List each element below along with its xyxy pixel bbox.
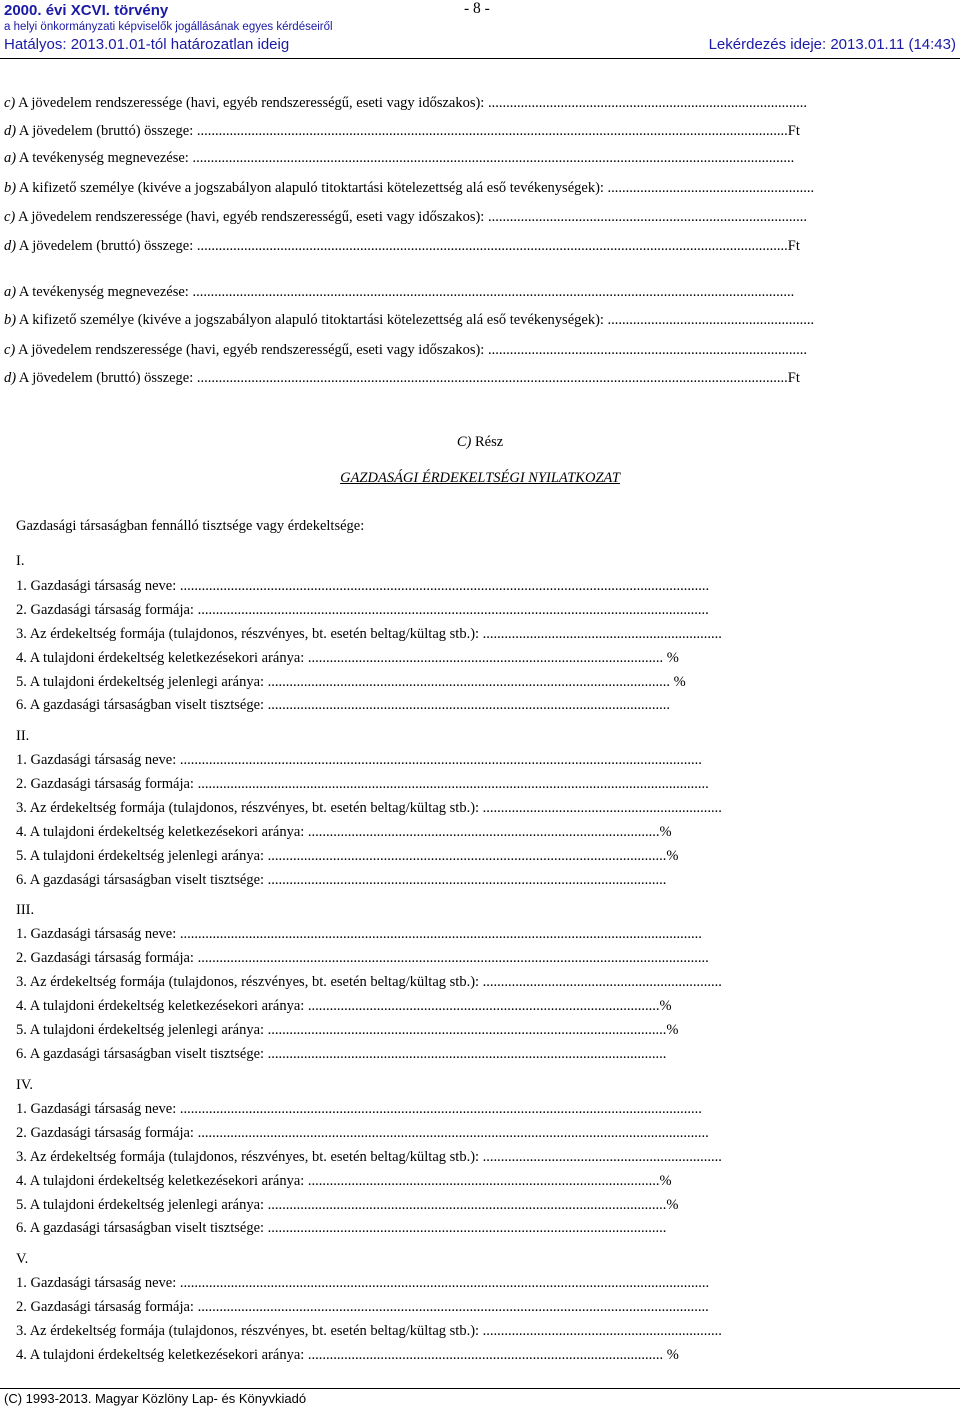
section-4-item-1: 1. Gazdasági társaság neve: ................................................................................................................................................ <box>16 1101 702 1117</box>
section-5-item-3: 3. Az érdekeltség formája (tulajdonos, részvényes, bt. esetén beltag/kültag stb.): .................................................................. <box>16 1323 722 1339</box>
section-4-item-6: 6. A gazdasági társaságban viselt tisztsége: .............................................................................................................. <box>16 1220 667 1236</box>
line-3-a: a) A tevékenység megnevezése: ...................................................................................................................................................................... <box>4 284 795 300</box>
part-c-heading: C) Rész <box>456 434 504 450</box>
line-top-d: d) A jövedelem (bruttó) összege: ...................................................................................................................................................................Ft <box>4 123 800 139</box>
section-roman-2: II. <box>16 728 30 744</box>
section-1-item-2: 2. Gazdasági társaság formája: ............................................................................................................................................. <box>16 602 709 618</box>
section-3-item-4: 4. A tulajdoni érdekeltség keletkezésekori aránya: .................................................................................................% <box>16 998 672 1014</box>
section-4-item-2: 2. Gazdasági társaság formája: ............................................................................................................................................. <box>16 1125 709 1141</box>
footer-rule <box>0 1388 960 1389</box>
section-2-item-4: 4. A tulajdoni érdekeltség keletkezésekori aránya: .................................................................................................% <box>16 824 672 840</box>
section-3-item-3: 3. Az érdekeltség formája (tulajdonos, részvényes, bt. esetén beltag/kültag stb.): .................................................................. <box>16 974 722 990</box>
header-title: 2000. évi XCVI. törvény <box>4 2 169 19</box>
section-roman-4: IV. <box>16 1077 34 1093</box>
section-5-item-4: 4. A tulajdoni érdekeltség keletkezésekori aránya: .................................................................................................. % <box>16 1347 679 1363</box>
section-3-item-1: 1. Gazdasági társaság neve: ................................................................................................................................................ <box>16 926 702 942</box>
line-2-c: c) A jövedelem rendszeressége (havi, egyéb rendszerességű, eseti vagy időszakos): ........................................................................................ <box>4 209 807 225</box>
part-c-intro: Gazdasági társaságban fennálló tisztsége vagy érdekeltsége: <box>16 518 365 534</box>
section-1-item-4: 4. A tulajdoni érdekeltség keletkezésekori aránya: .................................................................................................. % <box>16 650 679 666</box>
line-3-c: c) A jövedelem rendszeressége (havi, egyéb rendszerességű, eseti vagy időszakos): ........................................................................................ <box>4 342 807 358</box>
line-top-c: c) A jövedelem rendszeressége (havi, egyéb rendszerességű, eseti vagy időszakos): ........................................................................................ <box>4 95 807 111</box>
page-number: - 8 - <box>464 0 490 17</box>
section-1-item-6: 6. A gazdasági társaságban viselt tisztsége: ............................................................................................................... <box>16 697 671 713</box>
header-subtitle: a helyi önkormányzati képviselők jogállásának egyes kérdéseiről <box>4 21 333 33</box>
header-rule <box>0 58 960 59</box>
section-5-item-1: 1. Gazdasági társaság neve: .................................................................................................................................................. <box>16 1275 710 1291</box>
section-2-item-5: 5. A tulajdoni érdekeltség jelenlegi aránya: ..............................................................................................................% <box>16 848 679 864</box>
section-3-item-5: 5. A tulajdoni érdekeltség jelenlegi aránya: ..............................................................................................................% <box>16 1022 679 1038</box>
section-2-item-3: 3. Az érdekeltség formája (tulajdonos, részvényes, bt. esetén beltag/kültag stb.): .................................................................. <box>16 800 722 816</box>
section-4-item-4: 4. A tulajdoni érdekeltség keletkezésekori aránya: .................................................................................................% <box>16 1173 672 1189</box>
line-2-a: a) A tevékenység megnevezése: ...................................................................................................................................................................... <box>4 150 795 166</box>
section-1-item-5: 5. A tulajdoni érdekeltség jelenlegi aránya: ............................................................................................................... % <box>16 674 686 690</box>
section-roman-1: I. <box>16 553 25 569</box>
section-3-item-6: 6. A gazdasági társaságban viselt tisztsége: .............................................................................................................. <box>16 1046 667 1062</box>
section-1-item-1: 1. Gazdasági társaság neve: .................................................................................................................................................. <box>16 578 710 594</box>
line-3-b: b) A kifizető személye (kivéve a jogszabályon alapuló titoktartási kötelezettség alá eső tevékenységek): ......................................................... <box>4 312 815 328</box>
section-3-item-2: 2. Gazdasági társaság formája: ............................................................................................................................................. <box>16 950 709 966</box>
header-validity: Hatályos: 2013.01.01-tól határozatlan ideig <box>4 36 290 53</box>
section-4-item-5: 5. A tulajdoni érdekeltség jelenlegi aránya: ..............................................................................................................% <box>16 1197 679 1213</box>
line-3-d: d) A jövedelem (bruttó) összege: ...................................................................................................................................................................Ft <box>4 370 800 386</box>
section-roman-5: V. <box>16 1251 29 1267</box>
line-2-d: d) A jövedelem (bruttó) összege: ...................................................................................................................................................................Ft <box>4 238 800 254</box>
section-4-item-3: 3. Az érdekeltség formája (tulajdonos, részvényes, bt. esetén beltag/kültag stb.): .................................................................. <box>16 1149 722 1165</box>
section-5-item-2: 2. Gazdasági társaság formája: ............................................................................................................................................. <box>16 1299 709 1315</box>
section-1-item-3: 3. Az érdekeltség formája (tulajdonos, részvényes, bt. esetén beltag/kültag stb.): .................................................................. <box>16 626 722 642</box>
footer-copyright: (C) 1993-2013. Magyar Közlöny Lap- és Könyvkiadó <box>4 1391 307 1406</box>
section-roman-3: III. <box>16 902 35 918</box>
section-2-item-6: 6. A gazdasági társaságban viselt tisztsége: .............................................................................................................. <box>16 872 667 888</box>
line-2-b: b) A kifizető személye (kivéve a jogszabályon alapuló titoktartási kötelezettség alá eső tevékenységek): ......................................................... <box>4 180 815 196</box>
section-2-item-2: 2. Gazdasági társaság formája: ............................................................................................................................................. <box>16 776 709 792</box>
part-c-title: GAZDASÁGI ÉRDEKELTSÉGI NYILATKOZAT <box>340 470 620 486</box>
section-2-item-1: 1. Gazdasági társaság neve: ................................................................................................................................................ <box>16 752 702 768</box>
header-query-time: Lekérdezés ideje: 2013.01.11 (14:43) <box>708 36 956 53</box>
